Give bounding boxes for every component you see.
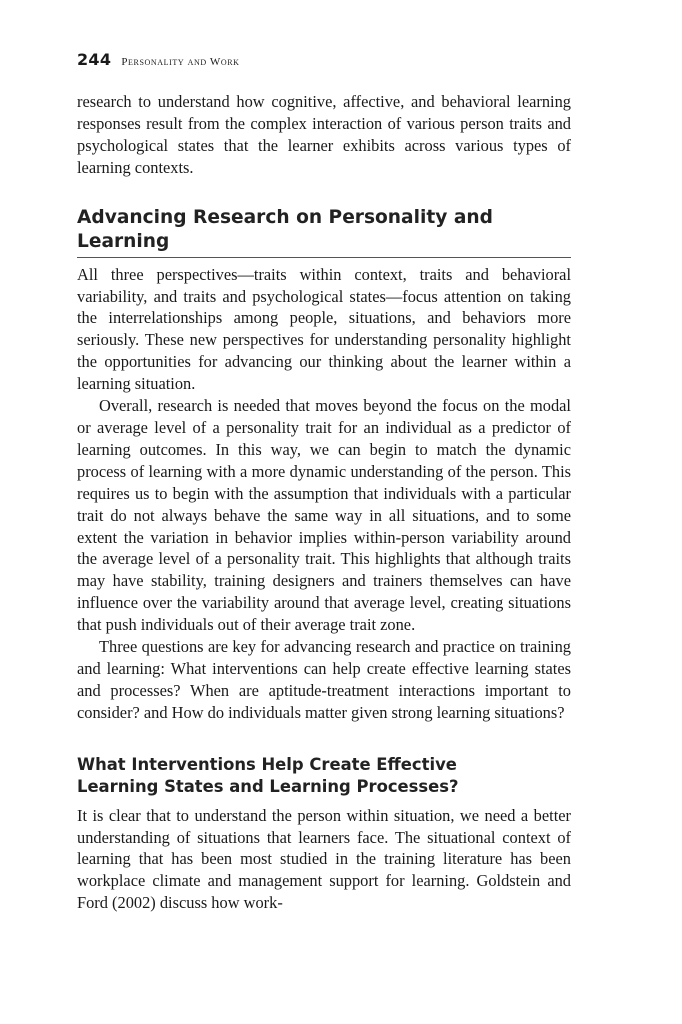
section-paragraph-2: Overall, research is needed that moves beyond the focus on the modal or average level of a personality trait for an individual as a predictor of learning outcomes. In this way, we can begin to match the dynamic process of learning with a more dynamic understanding of the person. This requires us to begin with the assumption that individuals with a particular trait do not always behave the same way in all situations, and to some extent the variation in behavior implies within-person variability around the average level of a personality trait. This highlights that although traits may have stability, training designers and trainers themselves can have influence over the variability around that average level, creating situations that push individuals out of their average trait zone.: [77, 396, 571, 635]
subsection-heading: What Interventions Help Create Effective Learning States and Learning Processes?: [77, 754, 459, 796]
page-number: 244: [77, 50, 112, 69]
subsection-paragraph: It is clear that to understand the person within situation, we need a better understanding of situations that learners face. The situational context of learning that has been most studied in the training literature has been workplace climate and management support for learning. Goldstein and Ford (2002) discuss how work-: [77, 805, 571, 913]
section-paragraph-1: All three perspectives—traits within context, traits and behavioral variability, and traits and psychological states—focus attention on taking the interrelationships among people, situations, and behaviors more seriously. These new perspectives for understanding personality highlight the opportunities for advancing our thinking about the learner within a learning situation.: [77, 264, 571, 394]
running-head: [77, 50, 571, 69]
book-page: [77, 50, 571, 914]
section-paragraph-3: Three questions are key for advancing research and practice on training and learning: What interventions can help create effective learning states and processes? When are aptitude-treatment interactions important to consider? and How do individuals matter given strong learning situations?: [77, 637, 571, 722]
section-heading: Advancing Research on Personality and Learning: [77, 206, 571, 258]
intro-paragraph: research to understand how cognitive, affective, and behavioral learning responses result from the complex interaction of various person traits and psychological states that the learner exhibits across various types of learning contexts.: [77, 92, 571, 177]
running-title: Personality and Work: [121, 56, 240, 68]
